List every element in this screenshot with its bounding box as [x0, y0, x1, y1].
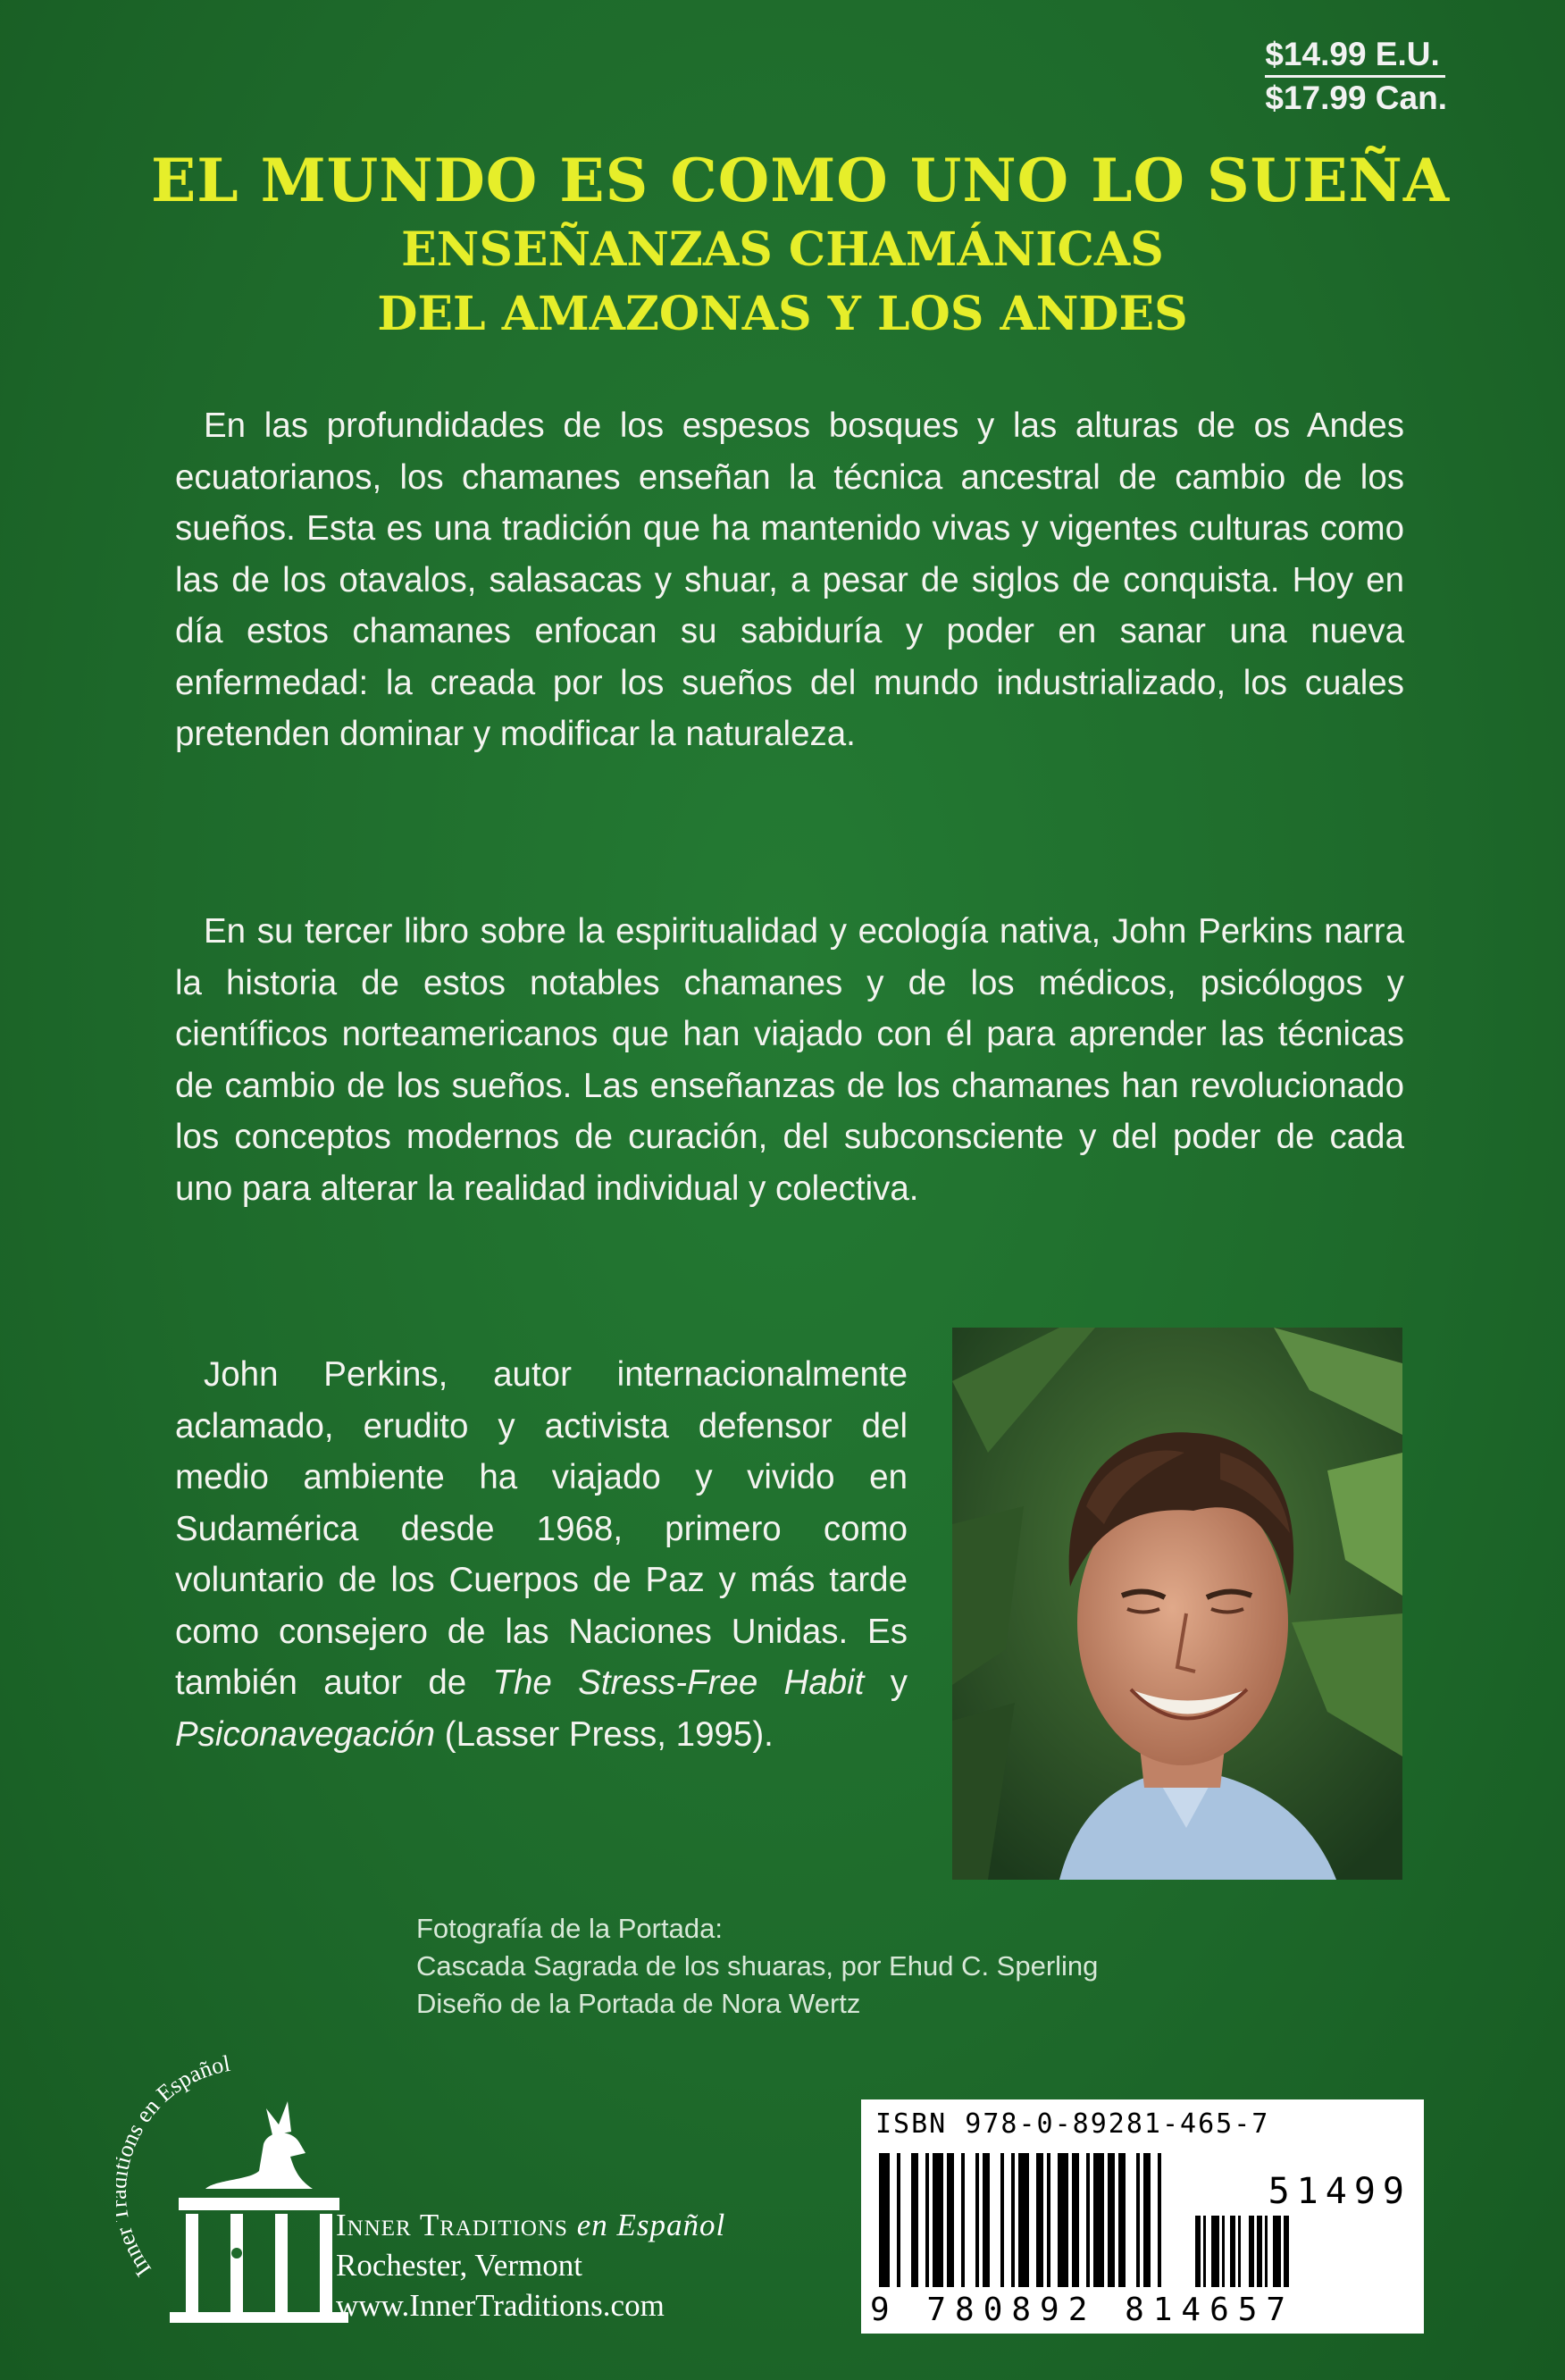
- logo-arc-text: Inn ns en Español: [116, 2049, 232, 2282]
- author-bio: [175, 1349, 908, 1760]
- barcode-bar: [933, 2153, 943, 2287]
- barcode-bar: [1108, 2153, 1115, 2287]
- svg-text:Inner Traditions en Español: [116, 2050, 232, 2282]
- title-main: EL MUNDO ES COMO UNO LO SUEÑA: [150, 146, 1451, 215]
- cover-credits: [416, 1910, 1098, 2023]
- publisher-info: [336, 2205, 725, 2326]
- price-barcode-bar: [1284, 2216, 1289, 2287]
- barcode-bar: [983, 2153, 990, 2287]
- isbn-barcode: [861, 2099, 1424, 2334]
- description-paragraph-2: En su tercer libro sobre la espiritualidad y ecología nativa, John Perkins narra la historia de estos notables chamanes y de los médicos, psicólogos y científicos norteamericanos que han viajado con él para aprender las técnicas de cambio de los sueños. Las enseñanzas de los chamanes han revolucionado los conceptos modernos de curación, del subconsciente y del poder de cada uno para alterar la realidad individual y colectiva.: [175, 912, 1404, 1208]
- price-canada: $17.99 Can.: [1265, 80, 1447, 116]
- price-barcode-bar: [1195, 2216, 1201, 2287]
- barcode-bar: [1072, 2153, 1079, 2287]
- credits-line-2: Cascada Sagrada de los shuaras, por Ehud C. Sperling: [416, 1950, 1099, 1982]
- price-barcode-bar: [1211, 2216, 1219, 2287]
- price-barcode-bar: [1257, 2216, 1262, 2287]
- barcode-bars: [874, 2153, 1293, 2287]
- credits-line-3: Diseño de la Portada de Nora Wertz: [416, 1988, 861, 2019]
- description-paragraph-1: En las profundidades de los espesos bosques y las alturas de os Andes ecuatorianos, los chamanes enseñan la técnica ancestral de cambio de los sueños. Esta es una tradición que ha mantenido vivas y vigentes culturas como las de los otavalos, salasacas y shuar, a pesar de siglos de conquista. Hoy en día estos chamanes enfocan su sabiduría y poder en sanar una nueva enfermedad: la creada por los sueños del mundo industrializado, los cuales pretenden dominar y modificar la naturaleza.: [175, 406, 1404, 753]
- price-label: [1265, 34, 1447, 119]
- barcode-bar: [1058, 2153, 1068, 2287]
- barcode-bar: [1000, 2153, 1004, 2287]
- price-barcode-bar: [1265, 2216, 1268, 2287]
- barcode-bar: [1093, 2153, 1104, 2287]
- barcode-bar: [961, 2153, 965, 2287]
- barcode-bar: [1143, 2153, 1151, 2287]
- credits-line-1: Fotografía de la Portada:: [416, 1913, 723, 1944]
- barcode-bar: [879, 2153, 890, 2287]
- barcode-bar: [1011, 2153, 1015, 2287]
- barcode-bar: [1158, 2153, 1161, 2287]
- price-code: 51499: [1268, 2171, 1411, 2212]
- bio-text-start: John Perkins, autor internacionalmente aclamado, erudito y activista defensor del medio ambiente ha viajado y vivido en Sudamérica desde 1968, primero como voluntario de los Cuerpos de Paz y más tarde como consejero de las Naciones Unidas. Es también autor de: [175, 1355, 908, 1702]
- bio-text-mid: y: [864, 1663, 908, 1702]
- price-us: $14.99 E.U.: [1265, 34, 1444, 78]
- bio-book-title-1: The Stress-Free Habit: [492, 1663, 865, 1702]
- ean-digits: 9 780892 814657: [870, 2292, 1295, 2328]
- price-barcode-bar: [1238, 2216, 1241, 2287]
- price-barcode-bar: [1230, 2216, 1235, 2287]
- barcode-bar: [975, 2153, 979, 2287]
- publisher-name-suffix: en Español: [576, 2208, 726, 2242]
- barcode-bar: [1086, 2153, 1090, 2287]
- barcode-bar: [947, 2153, 954, 2287]
- author-photo-image: [952, 1328, 1402, 1880]
- isbn-number: ISBN 978-0-89281-465-7: [875, 2108, 1270, 2140]
- subtitle-line2: DEL AMAZONAS Y LOS ANDES: [377, 287, 1188, 341]
- barcode-bar: [1136, 2153, 1140, 2287]
- bio-text-end: (Lasser Press, 1995).: [435, 1714, 774, 1754]
- book-title: [0, 143, 1565, 347]
- publisher-url[interactable]: www.InnerTraditions.com: [336, 2288, 665, 2323]
- author-photo: [952, 1328, 1402, 1880]
- barcode-bar: [911, 2153, 918, 2287]
- bio-book-title-2: Psiconavegación: [175, 1714, 436, 1754]
- barcode-bar: [897, 2153, 900, 2287]
- barcode-bar: [925, 2153, 929, 2287]
- publisher-name: Inner Traditions: [336, 2208, 568, 2242]
- publisher-city: Rochester, Vermont: [336, 2248, 582, 2283]
- subtitle-line1: ENSEÑANZAS CHAMÁNICAS: [401, 222, 1164, 277]
- barcode-bar: [1036, 2153, 1043, 2287]
- barcode-bar: [1118, 2153, 1126, 2287]
- price-barcode-bar: [1273, 2216, 1281, 2287]
- barcode-bar: [1018, 2153, 1029, 2287]
- price-barcode-bar: [1249, 2216, 1254, 2287]
- barcode-bar: [1047, 2153, 1050, 2287]
- price-barcode-bar: [1222, 2216, 1225, 2287]
- price-barcode-bar: [1203, 2216, 1206, 2287]
